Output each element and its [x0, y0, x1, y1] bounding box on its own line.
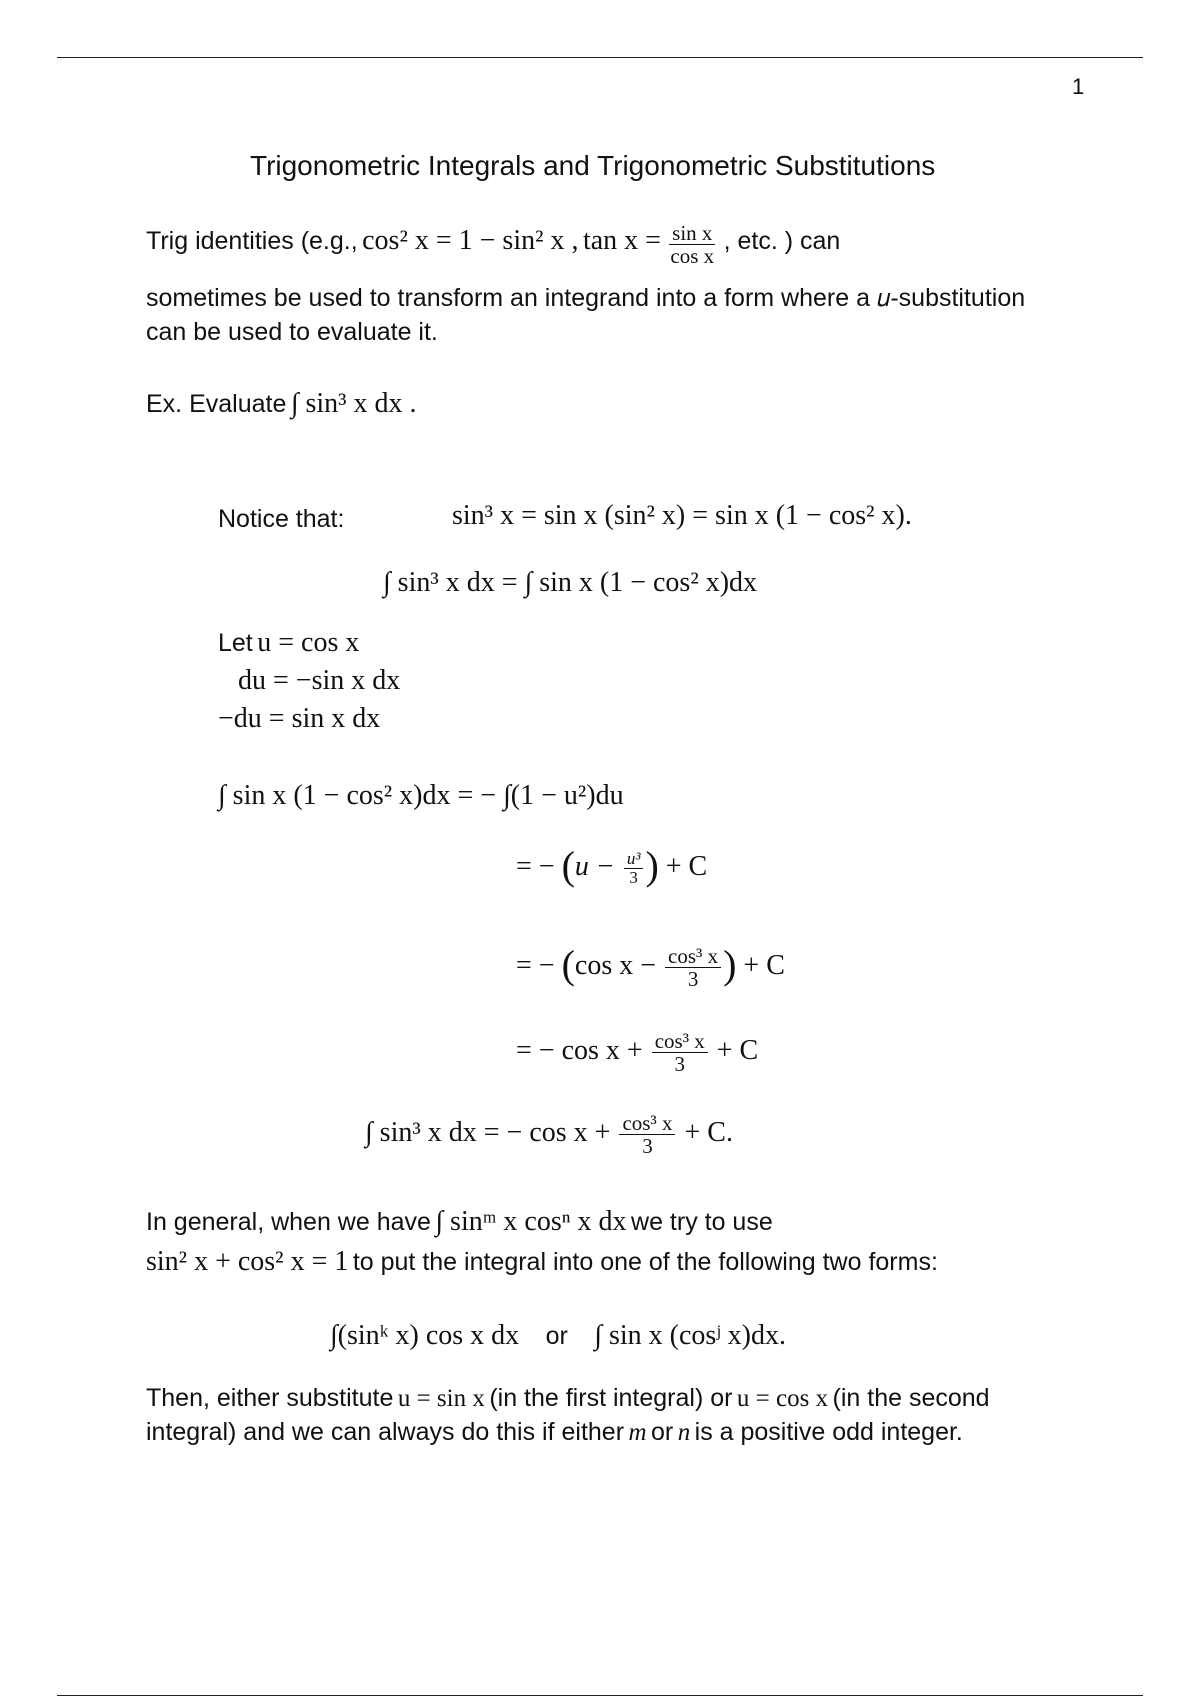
- general-text: In general, when we have: [146, 1208, 431, 1236]
- notice-equation: sin³ x = sin x (sin² x) = sin x (1 − cos² x).: [452, 500, 912, 531]
- general-line-1: [146, 1206, 773, 1238]
- general-integral: ∫ sinᵐ x cosⁿ x dx: [435, 1206, 627, 1237]
- result-denominator: 3: [642, 1134, 653, 1159]
- result-postfix: + C.: [684, 1116, 733, 1148]
- general-tail: we try to use: [631, 1208, 773, 1236]
- step-3-denominator: 3: [687, 967, 699, 992]
- conclusion-or: or: [651, 1418, 674, 1446]
- step-3-fraction: [665, 945, 721, 990]
- identity-tan-fraction: [667, 222, 717, 267]
- step-3: [516, 941, 785, 992]
- forms-or: or: [545, 1322, 568, 1350]
- intro-line-2: sometimes be used to transform an integrand into a form where a 𝑢-substitution: [146, 284, 1026, 312]
- substitution-line-3: −du = sin x dx: [218, 703, 381, 734]
- conclusion-b: (in the first integral) or: [489, 1384, 733, 1412]
- general-line-2-tail: to put the integral into one of the following two forms:: [352, 1248, 938, 1276]
- intro-tail: , etc. ) can: [723, 226, 841, 255]
- let-label: Let: [218, 629, 253, 657]
- conclusion-line-1: [146, 1384, 990, 1413]
- conclusion-line-2: [146, 1418, 963, 1447]
- integral-rewrite: ∫ sin³ x dx = ∫ sin x (1 − cos² x)dx: [383, 567, 758, 598]
- step-2-denominator: 3: [629, 867, 638, 887]
- conclusion-d: integral) and we can always do this if either: [146, 1418, 625, 1446]
- intro-line-1: [146, 222, 840, 267]
- notice-label: Notice that:: [218, 505, 345, 533]
- step-2-postfix: + C: [665, 850, 708, 882]
- substitution-line-1: [218, 627, 359, 659]
- step-3-prefix: = −: [516, 949, 555, 981]
- result-fraction: [619, 1112, 675, 1157]
- form-2: ∫ sin x (cosʲ x)dx.: [594, 1320, 786, 1351]
- substitution-line-2: du = −sin x dx: [238, 665, 401, 696]
- step-2-u: u −: [574, 850, 615, 882]
- step-3-cos: cos x −: [574, 949, 657, 981]
- example-integral: ∫ sin³ x dx .: [290, 388, 417, 419]
- step-2-numerator: u³: [624, 850, 644, 869]
- page-title: Trigonometric Integrals and Trigonometric Substitutions: [250, 150, 936, 181]
- identity-tan-numerator: sin x: [669, 222, 715, 245]
- step-4-prefix: = − cos x +: [516, 1034, 643, 1066]
- example-label: Ex. Evaluate: [146, 390, 287, 418]
- bottom-rule: [57, 1695, 1143, 1696]
- conclusion-e: is a positive odd integer.: [694, 1418, 963, 1446]
- conclusion-m: m: [628, 1419, 647, 1446]
- conclusion-a: Then, either substitute: [146, 1384, 394, 1412]
- top-rule: [57, 57, 1143, 58]
- identity-tan-lhs: tan x =: [582, 224, 661, 256]
- step-4-postfix: + C: [716, 1034, 759, 1066]
- page-number: 1: [1072, 74, 1085, 99]
- step-3-numerator: cos³ x: [665, 945, 721, 968]
- result-prefix: ∫ sin³ x dx = − cos x +: [365, 1116, 611, 1148]
- step-3-open-paren: (: [561, 941, 575, 987]
- final-result: [365, 1112, 733, 1157]
- result-numerator: cos³ x: [619, 1112, 675, 1135]
- step-4-fraction: [652, 1030, 708, 1075]
- identity-pythagorean: cos² x = 1 − sin² x ,: [362, 224, 579, 256]
- conclusion-sub-cos: u = cos x: [736, 1385, 829, 1412]
- intro-lead: Trig identities (e.g.,: [146, 226, 358, 255]
- step-4-numerator: cos³ x: [652, 1030, 708, 1053]
- conclusion-c: (in the second: [832, 1384, 990, 1412]
- step-2-prefix: = −: [516, 850, 555, 882]
- step-2-open-paren: (: [561, 842, 575, 888]
- identity-tan-denominator: cos x: [670, 244, 715, 269]
- conclusion-n: n: [677, 1419, 691, 1446]
- sub-u-definition: u = cos x: [257, 627, 360, 658]
- step-2-fraction: [624, 850, 644, 887]
- conclusion-sub-sin: u = sin x: [397, 1385, 485, 1412]
- step-2-close-paren: ): [645, 842, 659, 888]
- pythagorean-identity: sin² x + cos² x = 1: [146, 1246, 349, 1277]
- general-line-2: [146, 1246, 938, 1278]
- step-3-close-paren: ): [723, 941, 737, 987]
- form-1: ∫(sinᵏ x) cos x dx: [330, 1320, 520, 1351]
- step-1: ∫ sin x (1 − cos² x)dx = − ∫(1 − u²)du: [218, 780, 624, 811]
- step-2: [516, 842, 708, 888]
- step-3-postfix: + C: [743, 949, 785, 981]
- example-statement: [146, 388, 417, 420]
- two-forms: [330, 1320, 786, 1352]
- step-4: [516, 1030, 758, 1075]
- step-4-denominator: 3: [674, 1052, 685, 1077]
- intro-line-3: can be used to evaluate it.: [146, 318, 438, 346]
